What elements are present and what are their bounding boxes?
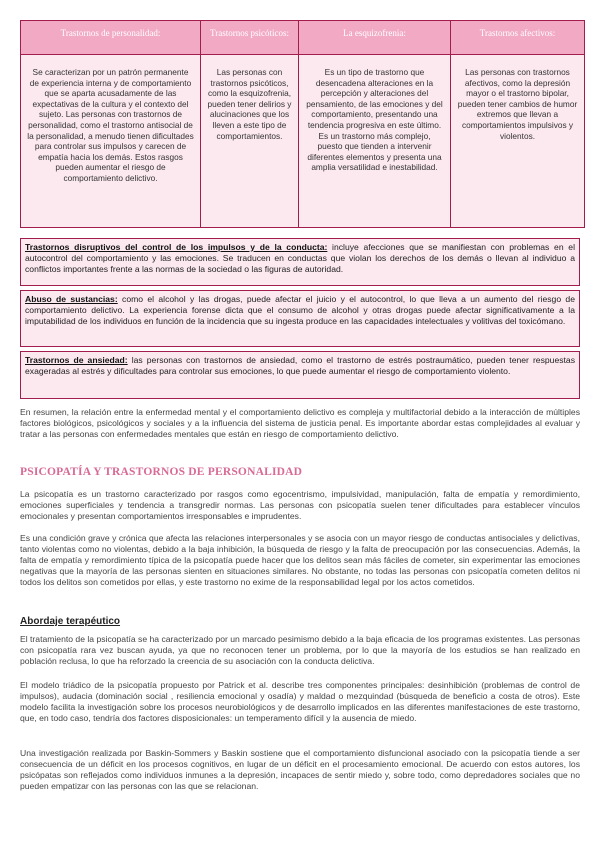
table-cell-esquizofrenia: Es un tipo de trastorno que desencadena alteraciones en la percepción y alteraciones del pensamiento, de las emociones y del comportamiento, presentando una tendencia progresiva en este último. Es un trastorno más complejo, puesto que tienden a intervenir diferentes elementos y presenta una amplia versatilidad e inestabilidad. <box>299 55 451 227</box>
box-label: Trastornos disruptivos del control de los impulsos y de la conducta: <box>25 242 328 252</box>
box-trastornos-disruptivos <box>20 238 580 286</box>
box-trastornos-ansiedad <box>20 351 580 399</box>
box-abuso-sustancias <box>20 290 580 347</box>
subsection-paragraph-2: El modelo triádico de la psicopatía propuesto por Patrick et al. describe tres componentes principales: desinhibición (problemas de control de impulsos), audacia (dominación social , resiliencia emocional y osadía) y maldad o mezquindad (búsqueda de beneficio a costa de otros). Este modelo facilita la investigación sobre los procesos neurobiológicos y de desarrollo implicados en las diferentes manifestaciones de este trastorno, que, en todo caso, tendría dos factores disposicionales: un temperamento difícil y la ausencia de miedo. <box>20 680 580 723</box>
table-header-esquizofrenia: La esquizofrenia: <box>299 21 451 55</box>
table-cell-personalidad: Se caracterizan por un patrón permanente de experiencia interna y de comportamiento que se aparta acusadamente de las expectativas de la cultura y el contexto del sujeto. Las personas con trastornos de personalidad, como el trastorno antisocial de la personalidad, a menudo tienen dificultades para controlar sus impulsos y carecen de empatía hacia los demás. Estos rasgos pueden aumentar el riesgo de comportamiento delictivo. <box>21 55 201 227</box>
subsection-paragraph-3: Una investigación realizada por Baskin-Sommers y Baskin sostiene que el comportamiento disfuncional asociado con la psicopatía tiende a ser consecuencia de un déficit en los procesos cognitivos, en lugar de un déficit en el procesamiento emocional. De acuerdo con estos autores, los psicópatas son reflejados como individuos inmunes a la depresión, incapaces de sentir miedo y, sobre todo, como depredadores sociales que no pueden empatizar con las personas con las que se relacionan. <box>20 748 580 791</box>
table-cell-psicoticos: Las personas con trastornos psicóticos, como la esquizofrenia, pueden tener delirios y alucinaciones que los lleven a este tipo de comportamientos. <box>201 55 299 227</box>
box-label: Abuso de sustancias: <box>25 294 118 304</box>
table-cell-afectivos: Las personas con trastornos afectivos, como la depresión mayor o el trastorno bipolar, pueden tener cambios de humor extremos que llevan a comportamientos impulsivos y violentos. <box>451 55 584 227</box>
disorders-table <box>20 20 585 228</box>
box-text: las personas con trastornos de ansiedad, como el trastorno de estrés postraumático, pueden tener respuestas exageradas al estrés y dificultades para controlar sus emociones, lo que puede aumentar el riesgo de comportamiento violento. <box>25 355 575 376</box>
summary-paragraph: En resumen, la relación entre la enfermedad mental y el comportamiento delictivo es compleja y multifactorial debido a la interacción de múltiples factores biológicos, psicológicos y sociales y a la influencia del sistema de justicia penal. Es importante abordar estas complejidades al evaluar y tratar a las personas con enfermedades mentales que están en riesgo de comportamiento delictivo. <box>20 407 580 439</box>
section-paragraph-1: La psicopatía es un trastorno caracterizado por rasgos como egocentrismo, impulsividad, manipulación, falta de empatía y remordimiento, emociones superficiales y tendencia a transgredir normas. Las personas con psicopatía suelen tener dificultades para establecer vínculos emocionales y presentan comportamientos irresponsables e imprudentes. <box>20 489 580 521</box>
section-title: PSICOPATÍA Y TRASTORNOS DE PERSONALIDAD <box>20 466 303 478</box>
box-text: como el alcohol y las drogas, puede afectar el juicio y el autocontrol, lo que lleva a un aumento del riesgo de comportamiento delictivo. La experiencia forense dicta que el consumo de alcohol y otras drogas puede afectar significativamente a la imputabilidad de los individuos en función de la incidencia que su ingesta produce en las capacidades intelectuales y volitivas del toxicómano. <box>25 294 575 326</box>
table-header-personalidad: Trastornos de personalidad: <box>21 21 201 55</box>
subsection-title: Abordaje terapéutico <box>20 616 121 627</box>
table-header-afectivos: Trastornos afectivos: <box>451 21 584 55</box>
table-header-psicoticos: Trastornos psicóticos: <box>201 21 299 55</box>
box-label: Trastornos de ansiedad: <box>25 355 128 365</box>
subsection-paragraph-1: El tratamiento de la psicopatía se ha caracterizado por un marcado pesimismo debido a la baja eficacia de los programas existentes. Las personas con psicopatía rara vez buscan ayuda, ya que no reconocen tener un problema, por lo que la mayoría de los estudios se han realizado en población reclusa, lo que ha reforzado la creencia de su asociación con la conducta delictiva. <box>20 634 580 666</box>
box-text: incluye afecciones que se manifiestan con problemas en el autocontrol del comportamiento y las emociones. Se traducen en conductas que violan los derechos de los demás o llevan al individuo a conflictos importantes frente a las normas de la sociedad o las figuras de autoridad. <box>25 242 575 274</box>
section-paragraph-2: Es una condición grave y crónica que afecta las relaciones interpersonales y se asocia con un mayor riesgo de conductas antisociales y delictivas, tanto violentas como no violentas, debido a la baja inhibición, la búsqueda de riesgo y la falta de preocupación por las consecuencias. Además, la falta de empatía y remordimiento típica de la psicopatía puede hacer que los delitos sean más fáciles de cometer, sin experimentar las emociones negativas que la mayoría de las personas sienten en situaciones similares. No obstante, no todas las personas con psicopatía cometen delitos ni todos los delitos son cometidos por ellas, y este trastorno no exime de la responsabilidad legal por los actos cometidos. <box>20 533 580 587</box>
